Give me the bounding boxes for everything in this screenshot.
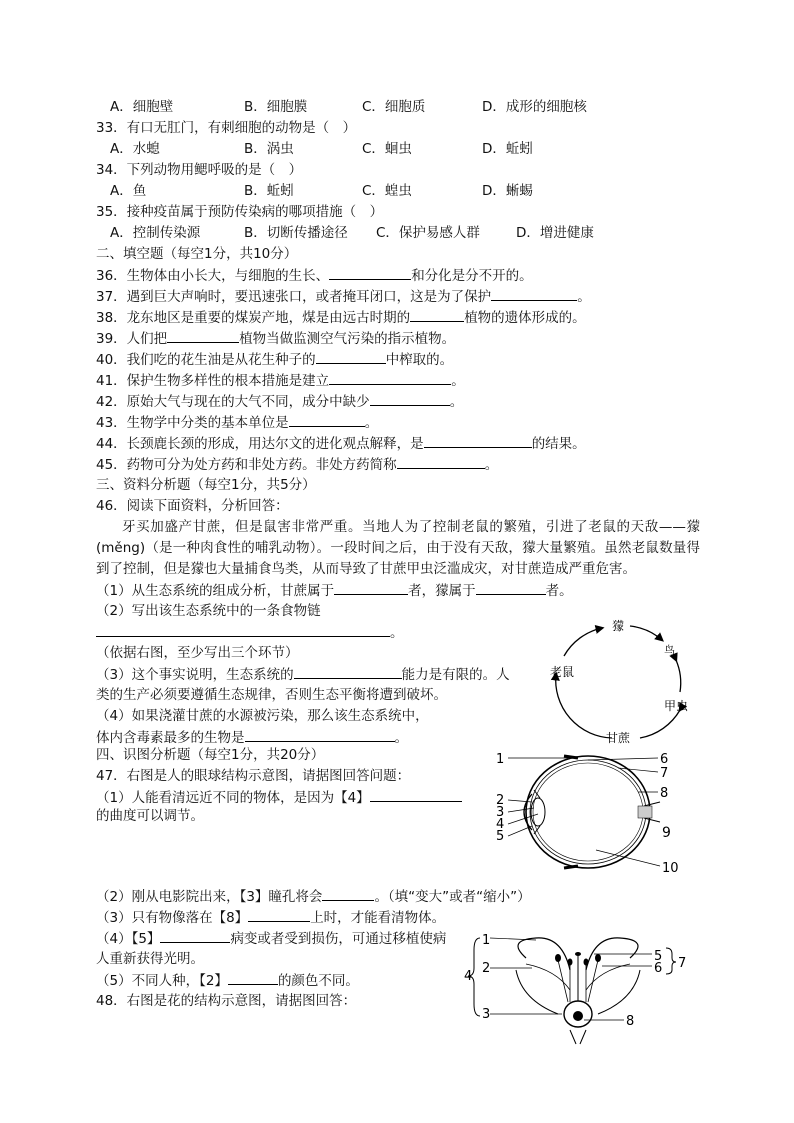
- foodweb-beetle-label: 甲虫: [664, 699, 689, 713]
- foodweb-bird-label: 鸟: [664, 644, 675, 657]
- q36: 36．生物体由小长大，与细胞的生长、 和分化是分不开的。: [96, 265, 533, 286]
- flower-diagram: [466, 930, 696, 1046]
- q46-s2: （2）写出该生态系统中的一条食物链: [96, 603, 321, 619]
- q39: 39．人们把 植物当做监测空气污染的指示植物。: [96, 328, 455, 349]
- q46-s4-blank[interactable]: [245, 727, 395, 742]
- q47-s3: （3）只有物像落在【8】 上时，才能看清物体。: [96, 907, 445, 928]
- eye-diagram: [488, 748, 688, 876]
- q34-text: 34．下列动物用鳃呼吸的是（ ）: [96, 162, 303, 178]
- q37-blank[interactable]: [491, 286, 577, 301]
- q35-option-c: C．保护易感人群: [376, 225, 480, 241]
- q32-option-b: B．细胞膜: [244, 99, 308, 115]
- q36-blank[interactable]: [329, 265, 411, 280]
- q44: 44．长颈鹿长颈的形成，用达尔文的进化观点解释，是 的结果。: [96, 433, 586, 454]
- q47-title: 47．右图是人的眼球结构示意图，请据图回答问题：: [96, 768, 411, 784]
- q46-s1-blank-1[interactable]: [334, 580, 408, 595]
- q33-option-d: D．蚯蚓: [482, 141, 533, 157]
- eye-label-1: 1: [496, 752, 505, 767]
- q47-s1-blank[interactable]: [370, 787, 462, 802]
- q42: 42．原始大气与现在的大气不同，成分中缺少 。: [96, 391, 463, 412]
- eye-label-9: 9: [662, 825, 671, 841]
- q46-s3-blank[interactable]: [294, 664, 402, 679]
- q47-s4-blank[interactable]: [160, 928, 230, 943]
- q46-s2-blank[interactable]: [96, 622, 390, 637]
- q44-blank[interactable]: [424, 433, 532, 448]
- q43: 43．生物学中分类的基本单位是 。: [96, 412, 378, 433]
- q46-s1: （1）从生态系统的组成分析，甘蔗属于 者，獴属于 者。: [96, 580, 573, 601]
- q35-option-b: B．切断传播途径: [244, 225, 348, 241]
- q34-option-a: A．鱼: [110, 183, 147, 199]
- q32-option-d: D．成形的细胞核: [482, 99, 587, 115]
- eye-label-4: 4: [496, 817, 505, 832]
- q47-s1-cont: 的曲度可以调节。: [96, 808, 204, 824]
- flower-label-4: 4: [464, 969, 473, 984]
- q32-option-c: C．细胞质: [362, 99, 426, 115]
- eye-label-5: 5: [496, 829, 505, 844]
- flower-label-3: 3: [482, 1007, 491, 1022]
- q48-title: 48．右图是花的结构示意图，请据图回答：: [96, 993, 357, 1009]
- q47-s2-blank[interactable]: [322, 886, 374, 901]
- eye-label-10: 10: [662, 861, 679, 876]
- q34-option-c: C．蝗虫: [362, 183, 412, 199]
- q46-s4: （4）如果浇灌甘蔗的水源被污染，那么该生态系统中，: [96, 708, 429, 724]
- flower-label-1: 1: [482, 933, 491, 948]
- flower-label-6: 6: [654, 961, 663, 976]
- foodweb-rat-label: 老鼠: [550, 665, 575, 679]
- q47-s5: （5）不同人种，【2】 的颜色不同。: [96, 970, 359, 991]
- flower-label-8: 8: [626, 1014, 635, 1029]
- q47-s5-blank[interactable]: [228, 970, 278, 985]
- section-2-heading: 二、填空题（每空1分，共10分）: [96, 246, 298, 262]
- food-web-diagram: [540, 612, 700, 748]
- q32-option-a: A．细胞壁: [110, 99, 174, 115]
- q46-title: 46．阅读下面资料，分析回答：: [96, 498, 289, 514]
- flower-label-5: 5: [654, 949, 663, 964]
- eye-label-7: 7: [660, 766, 669, 781]
- flower-label-2: 2: [482, 961, 491, 976]
- q33-option-b: B．涡虫: [244, 141, 294, 157]
- q46-passage: 牙买加盛产甘蔗，但是鼠害非常严重。当地人为了控制老鼠的繁殖，引进了老鼠的天敌——獴(měng)（是一种肉食性的哺乳动物）。一段时间之后，由于没有天敌，獴大量繁殖。虽然老鼠数量得到了控制，但是獴也大量捕食鸟类，从而导致了甘蔗甲虫泛滥成灾，对甘蔗造成严重危害。: [96, 519, 700, 577]
- q38-blank[interactable]: [410, 307, 464, 322]
- foodweb-mongoose-label: 獴: [612, 619, 625, 633]
- q33-option-a: A．水螅: [110, 141, 160, 157]
- q35-option-a: A．控制传染源: [110, 225, 201, 241]
- q46-s3: （3）这个事实说明，生态系统的 能力是有限的。人: [96, 664, 510, 685]
- q41: 41．保护生物多样性的根本措施是建立 。: [96, 370, 465, 391]
- eye-label-6: 6: [660, 752, 669, 767]
- q42-blank[interactable]: [370, 391, 450, 406]
- q41-blank[interactable]: [329, 370, 451, 385]
- section-4-heading: 四、识图分析题（每空1分，共20分）: [96, 747, 325, 763]
- q39-blank[interactable]: [167, 328, 239, 343]
- foodweb-sugarcane-label: 甘蔗: [606, 731, 631, 745]
- q40: 40．我们吃的花生油是从花生种子的 中榨取的。: [96, 349, 453, 370]
- eye-label-8: 8: [660, 786, 669, 801]
- q33-option-c: C．蛔虫: [362, 141, 412, 157]
- q46-s4-cont: 体内含毒素最多的生物是 。: [96, 727, 408, 748]
- section-3-heading: 三、资料分析题（每空1分，共5分）: [96, 477, 316, 493]
- flower-label-7: 7: [678, 956, 687, 971]
- q34-option-d: D．蜥蜴: [482, 183, 533, 199]
- q46-s2-answer: 。: [96, 622, 404, 643]
- q33-text: 33．有口无肛门，有刺细胞的动物是（ ）: [96, 120, 357, 136]
- q46-s2-note: （依据右图，至少写出三个环节）: [96, 645, 299, 661]
- q46-s1-blank-2[interactable]: [476, 580, 546, 595]
- q47-s3-blank[interactable]: [248, 907, 310, 922]
- q47-s1: （1）人能看清远近不同的物体，是因为【4】: [96, 787, 462, 808]
- eye-label-3: 3: [496, 805, 505, 820]
- q35-text: 35．接种疫苗属于预防传染病的哪项措施（ ）: [96, 204, 384, 220]
- q45: 45．药物可分为处方药和非处方药。非处方药简称 。: [96, 454, 498, 475]
- q35-option-d: D．增进健康: [516, 225, 594, 241]
- q34-option-b: B．蚯蚓: [244, 183, 294, 199]
- eye-label-2: 2: [496, 793, 505, 808]
- q47-s4-cont: 人重新获得光明。: [96, 951, 204, 967]
- q47-s4: （4）【5】 病变或者受到损伤，可通过移植使病: [96, 928, 446, 949]
- q43-blank[interactable]: [289, 412, 365, 427]
- q37: 37．遇到巨大声响时，要迅速张口，或者掩耳闭口，这是为了保护 。: [96, 286, 591, 307]
- q47-s2: （2）刚从电影院出来，【3】瞳孔将会 。（填“变大”或者“缩小”）: [96, 886, 531, 907]
- q40-blank[interactable]: [316, 349, 386, 364]
- q38: 38．龙东地区是重要的煤炭产地，煤是由远古时期的 植物的遗体形成的。: [96, 307, 586, 328]
- q45-blank[interactable]: [397, 454, 485, 469]
- q46-s3-cont: 类的生产必须要遵循生态规律，否则生态平衡将遭到破坏。: [96, 687, 447, 703]
